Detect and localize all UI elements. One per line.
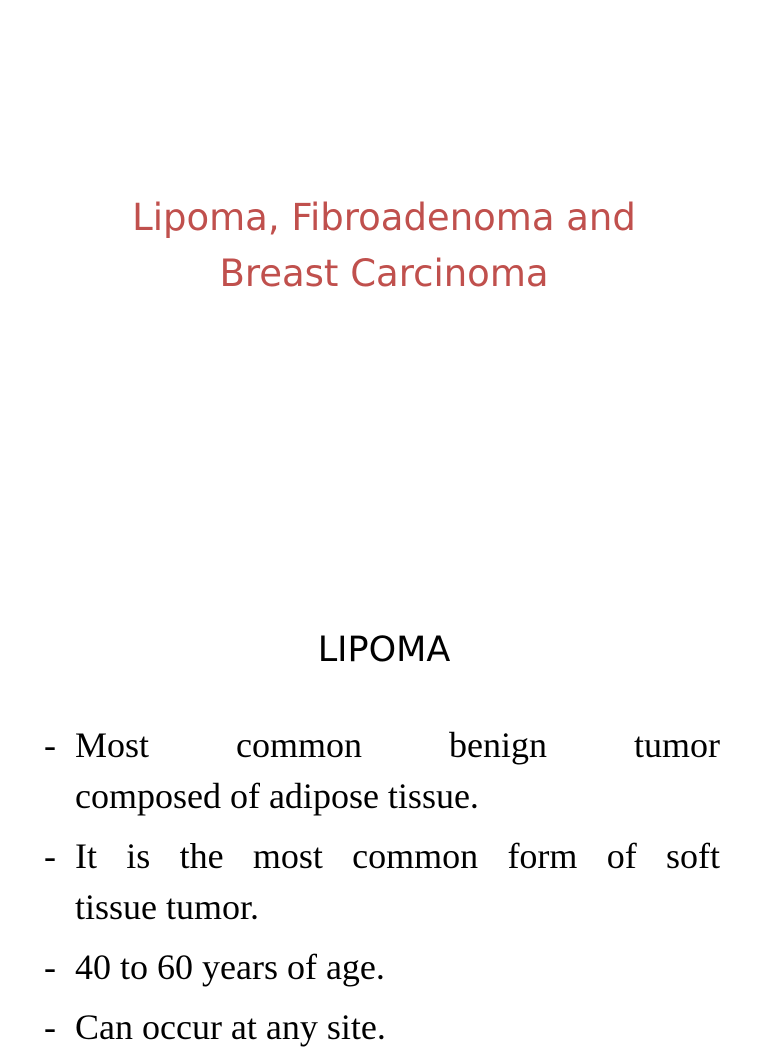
bullet-item <box>44 720 720 822</box>
slide-title-line-2: Breast Carcinoma <box>219 252 549 295</box>
bullet-item <box>44 942 720 993</box>
slide-title-line-1: Lipoma, Fibroadenoma and <box>132 196 636 239</box>
bullet-item <box>44 1002 720 1053</box>
bullet-text-line-1: 40 to 60 years of age. <box>75 947 385 987</box>
bullet-text-line-1: Most common benign tumor <box>75 725 720 765</box>
bullet-text-line-1: It is the most common form of soft <box>75 836 720 876</box>
bullet-text-line-2: tissue tumor. <box>75 887 260 927</box>
slide-title <box>0 190 768 302</box>
bullet-marker: - <box>44 725 56 765</box>
bullet-text-line-2: composed of adipose tissue. <box>75 776 479 816</box>
bullet-marker: - <box>44 836 56 876</box>
bullet-text-line-1: Can occur at any site. <box>75 1007 386 1047</box>
bullet-marker: - <box>44 1007 56 1047</box>
section-heading: LIPOMA <box>317 630 451 670</box>
bullet-item <box>44 831 720 933</box>
bullet-list <box>44 720 720 1062</box>
bullet-marker: - <box>44 947 56 987</box>
